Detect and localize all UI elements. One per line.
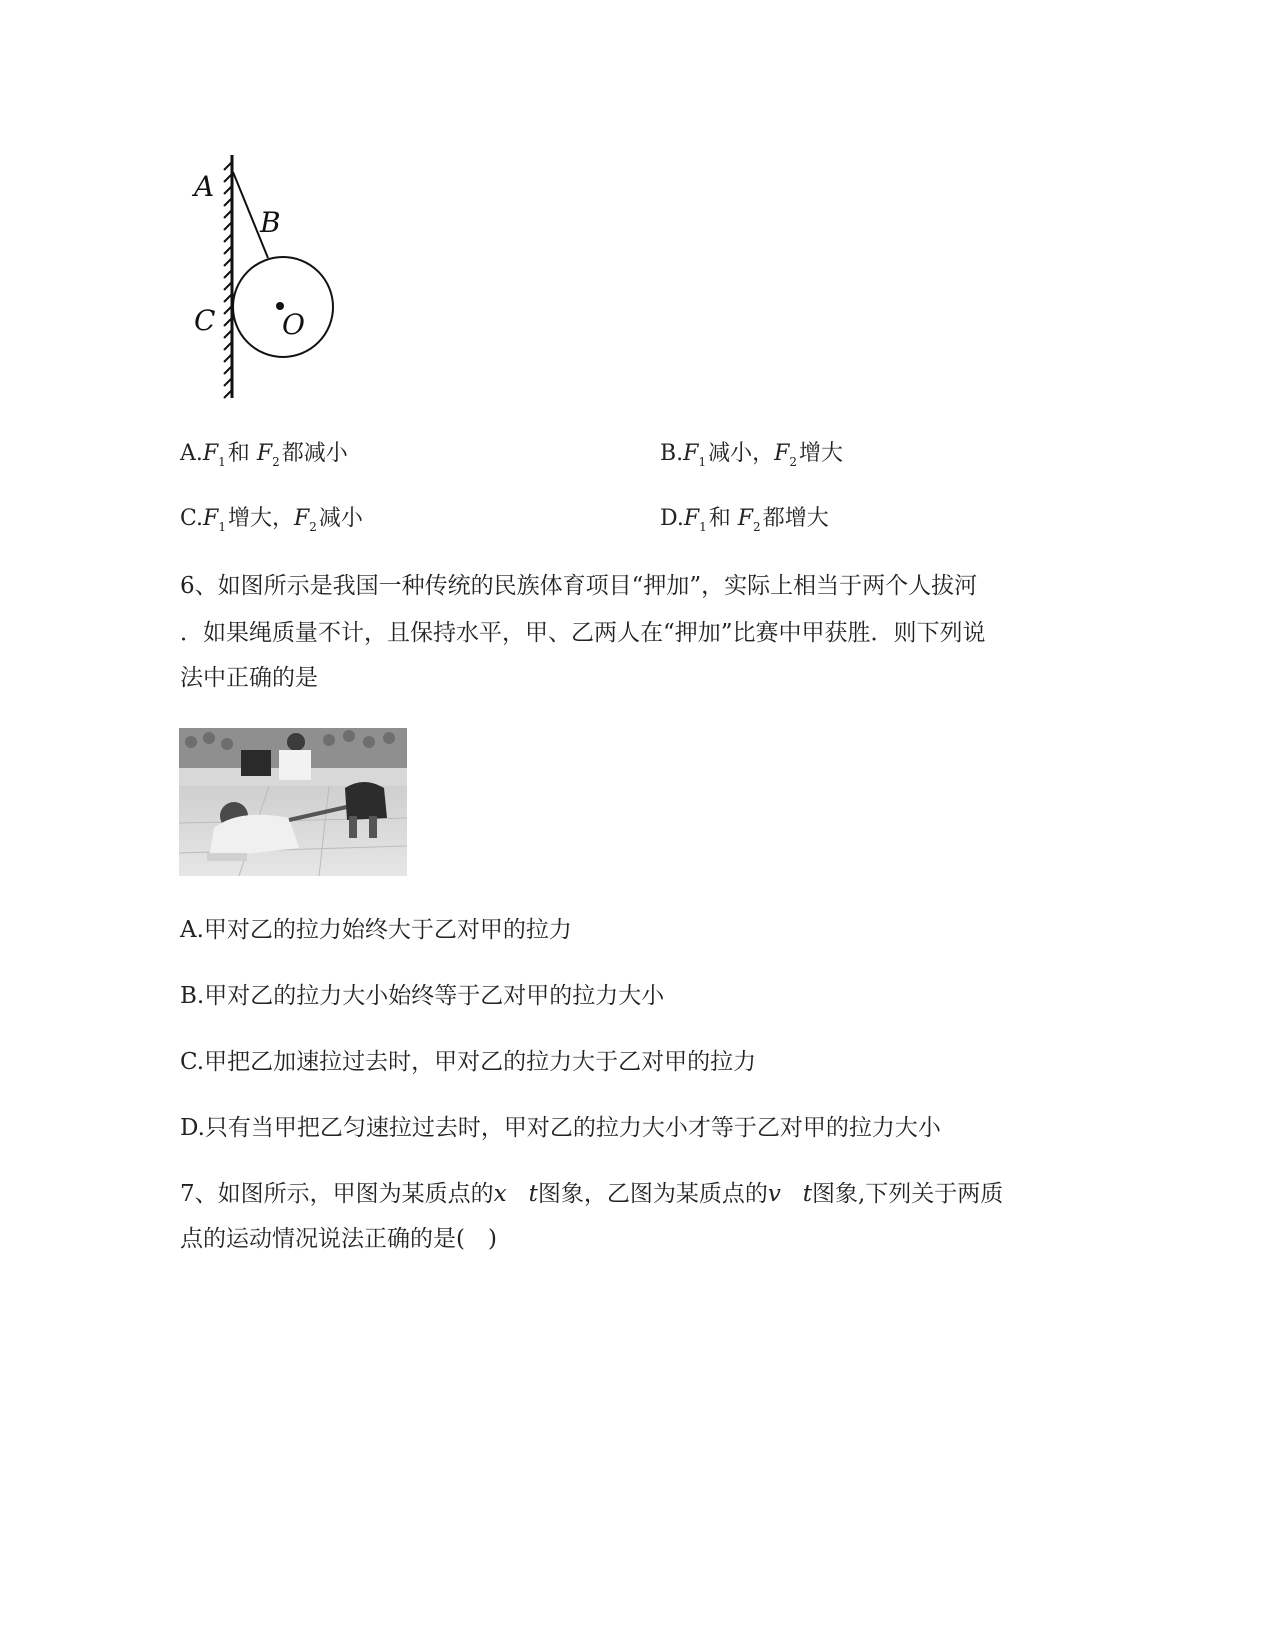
q6-option-a[interactable]: A.甲对乙的拉力始终大于乙对甲的拉力: [180, 917, 572, 943]
q7-stem-line1: 7、如图所示，甲图为某质点的x t图象，乙图为某质点的v t图象,下列关于两质: [180, 1181, 1004, 1207]
tug-of-war-photo: [179, 728, 407, 876]
q5-option-c[interactable]: $C.F_1$增大，$F_2$减小: [180, 506, 363, 534]
q5-option-b[interactable]: $B.F_1$减小，$F_2$增大: [660, 441, 844, 469]
q6-option-c[interactable]: C.甲把乙加速拉过去时，甲对乙的拉力大于乙对甲的拉力: [180, 1049, 757, 1075]
q5-option-a[interactable]: $A.F_1$和 $F_2$都减小: [180, 441, 348, 469]
q6-stem-line2: ．如果绳质量不计，且保持水平，甲、乙两人在“押加”比赛中甲获胜．则下列说: [180, 620, 986, 646]
q6-option-d[interactable]: D.只有当甲把乙匀速拉过去时，甲对乙的拉力大小才等于乙对甲的拉力大小: [180, 1115, 941, 1141]
q7-stem-line2: 点的运动情况说法正确的是( ): [180, 1226, 497, 1252]
label-a: A: [194, 170, 215, 203]
q5-option-d[interactable]: $D.F_1$和 $F_2$都增大: [660, 506, 829, 534]
label-o: O: [282, 308, 305, 341]
wall-sphere-figure: [180, 150, 350, 405]
label-b: B: [260, 206, 281, 239]
q6-stem-line1: 6、如图所示是我国一种传统的民族体育项目“押加”，实际上相当于两个人拔河: [180, 573, 978, 599]
label-c: C: [194, 304, 216, 337]
q6-stem-line3: 法中正确的是: [180, 665, 318, 691]
q6-option-b[interactable]: B.甲对乙的拉力大小始终等于乙对甲的拉力大小: [180, 983, 665, 1009]
